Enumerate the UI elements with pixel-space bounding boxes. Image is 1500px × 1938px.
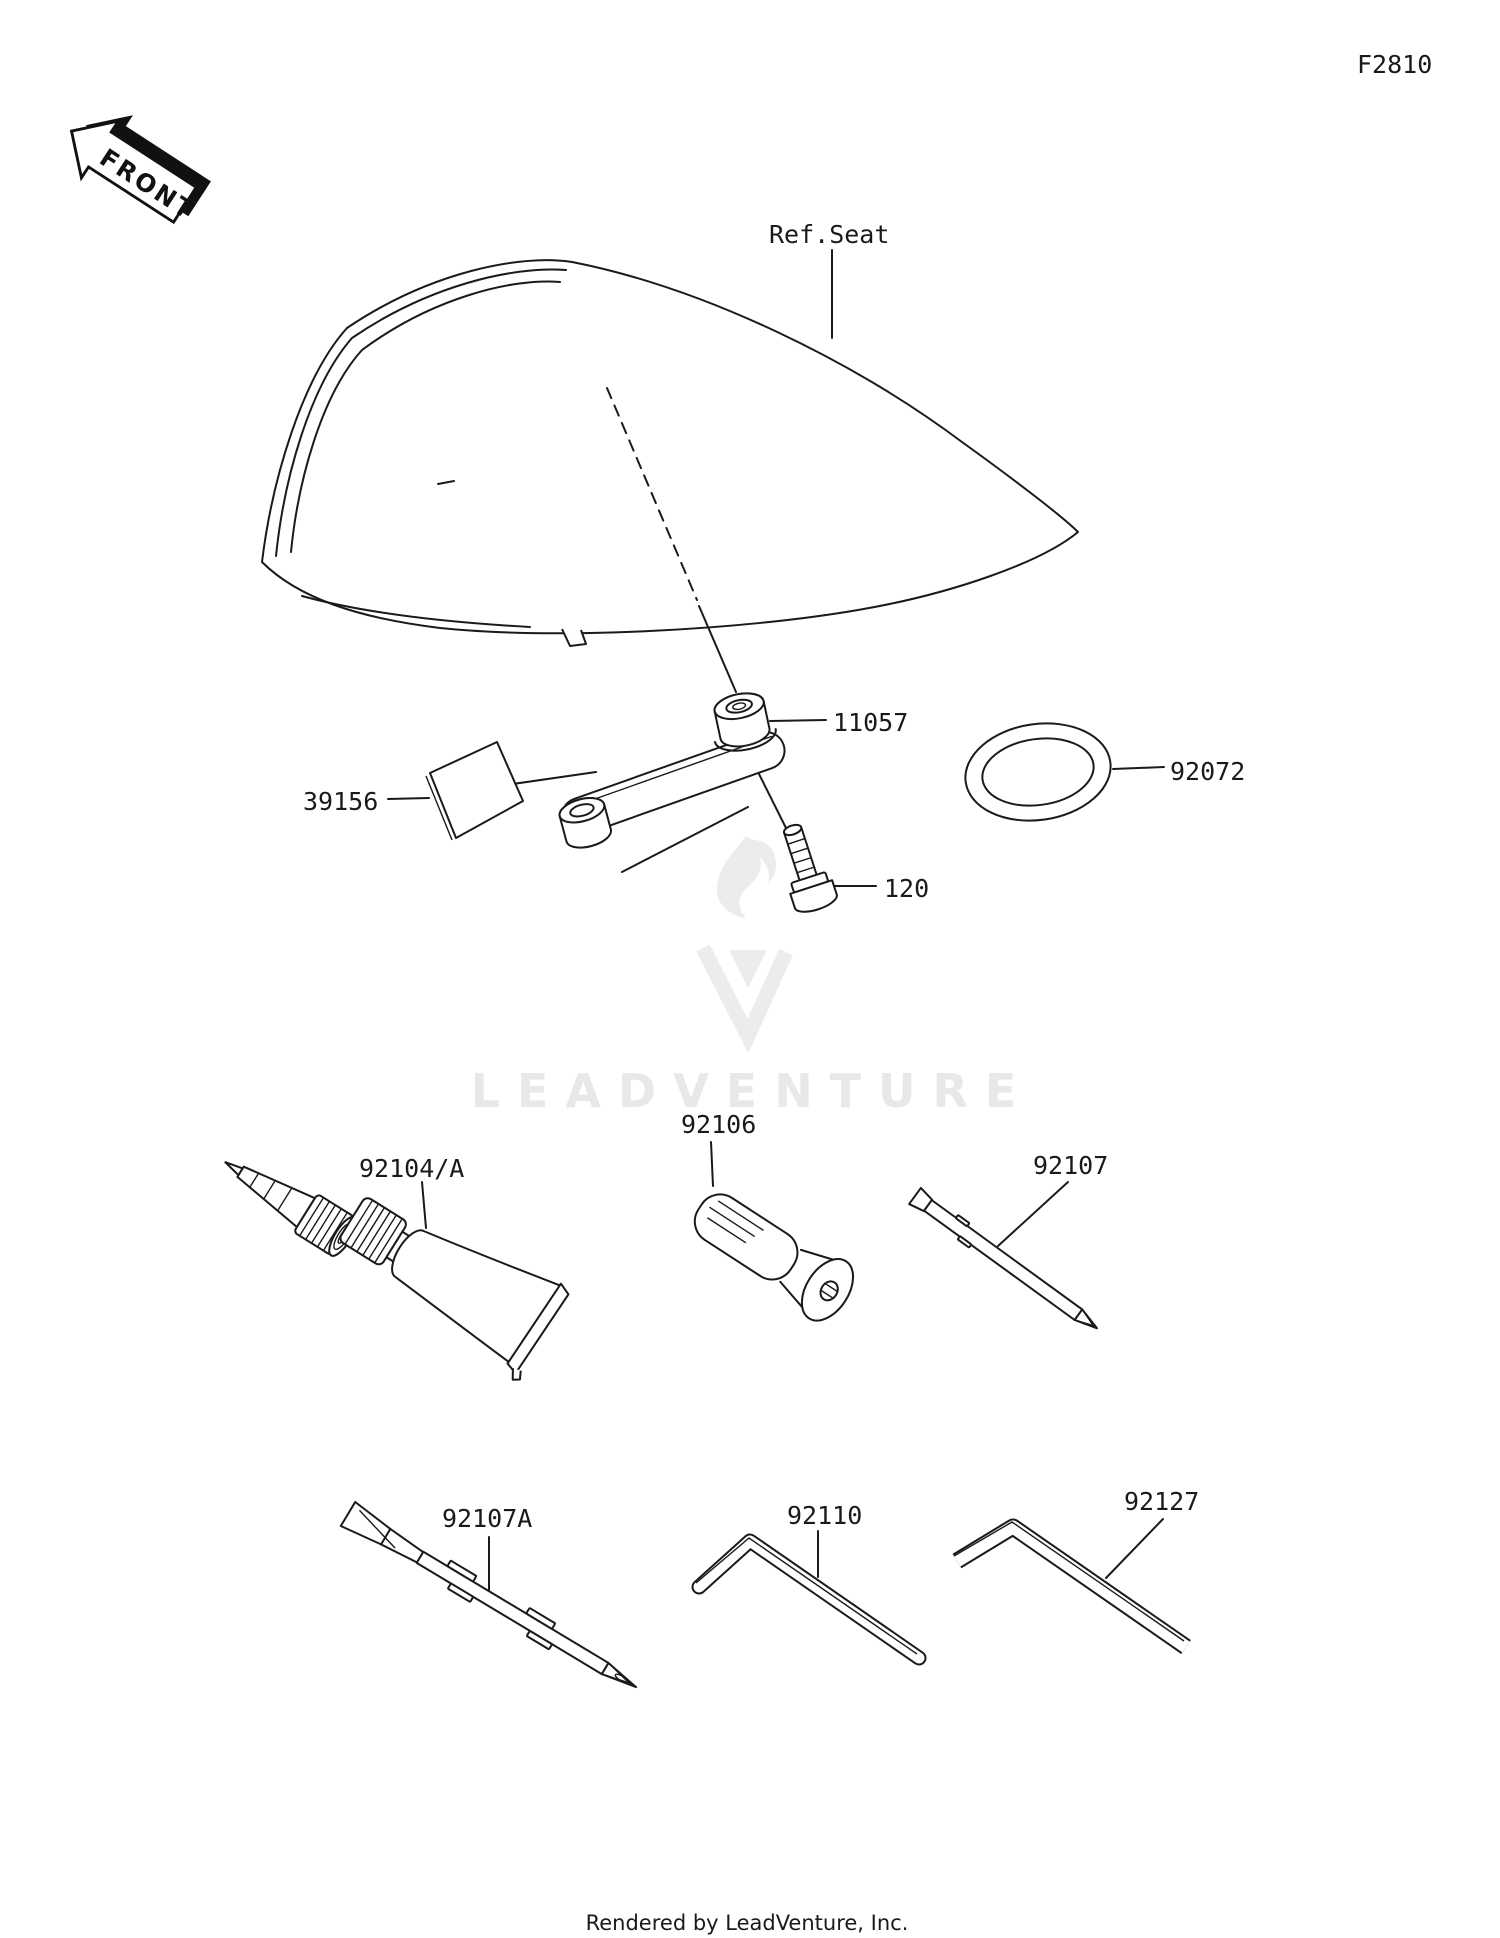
label-screwdriver-blade: 92107A [442,1504,533,1533]
seat-damper-bracket-drawing [557,688,790,852]
allen-large-leader [1106,1519,1163,1578]
tool-grip-leader [711,1142,713,1186]
bit-shaft [924,1200,1082,1320]
blade-taper-line [389,1529,425,1552]
blade-taper-line [381,1542,417,1565]
blade-phillips-tip [602,1663,640,1693]
figure-code: F2810 [1357,50,1433,79]
seat-hook-tab [562,629,586,646]
label-allen-small: 92110 [787,1501,863,1530]
leadventure-watermark [471,836,1034,1118]
grease-tube-leader [422,1182,426,1228]
label-allen-large: 92127 [1124,1487,1200,1516]
label-bolt: 120 [884,874,930,903]
pad-leader [388,798,429,799]
label-seat-ref: Ref.Seat [769,220,890,249]
allen-wrench-small-drawing [696,1538,919,1658]
v-watermark-inner-icon [729,950,767,988]
bolt-drawing [770,819,839,916]
front-badge-label: FRONT [94,142,201,226]
bracket-leader [770,720,826,721]
front-direction-badge [53,92,220,239]
pad-sheet [430,742,523,838]
label-tool-grip: 92106 [681,1110,757,1139]
grip-body [686,1186,805,1288]
seat-drawing [262,260,1078,646]
allen-large-body [957,1527,1186,1647]
label-pad: 39156 [303,787,379,816]
watermark-text: LEADVENTURE [470,1064,1034,1118]
label-oring: 92072 [1170,757,1246,786]
oring-drawing [959,714,1117,829]
screwdriver-bit-leader [998,1182,1068,1246]
blade-flat-end [341,1502,393,1549]
screwdriver-bit-drawing [909,1188,1103,1336]
blade-shaft [417,1552,609,1674]
oring-leader [1113,767,1164,769]
flame-watermark-icon [717,836,776,918]
label-grease-tube: 92104/A [359,1154,465,1183]
label-screwdriver-bit: 92107 [1033,1151,1109,1180]
footer-credit: Rendered by LeadVenture, Inc. [585,1911,909,1935]
seat-outline [262,260,1078,633]
allen-small-body [699,1541,919,1658]
pad-drawing [426,742,523,840]
label-damper-bracket: 11057 [833,708,909,737]
tool-grip-drawing [681,1178,863,1329]
allen-wrench-large-drawing [954,1522,1186,1647]
